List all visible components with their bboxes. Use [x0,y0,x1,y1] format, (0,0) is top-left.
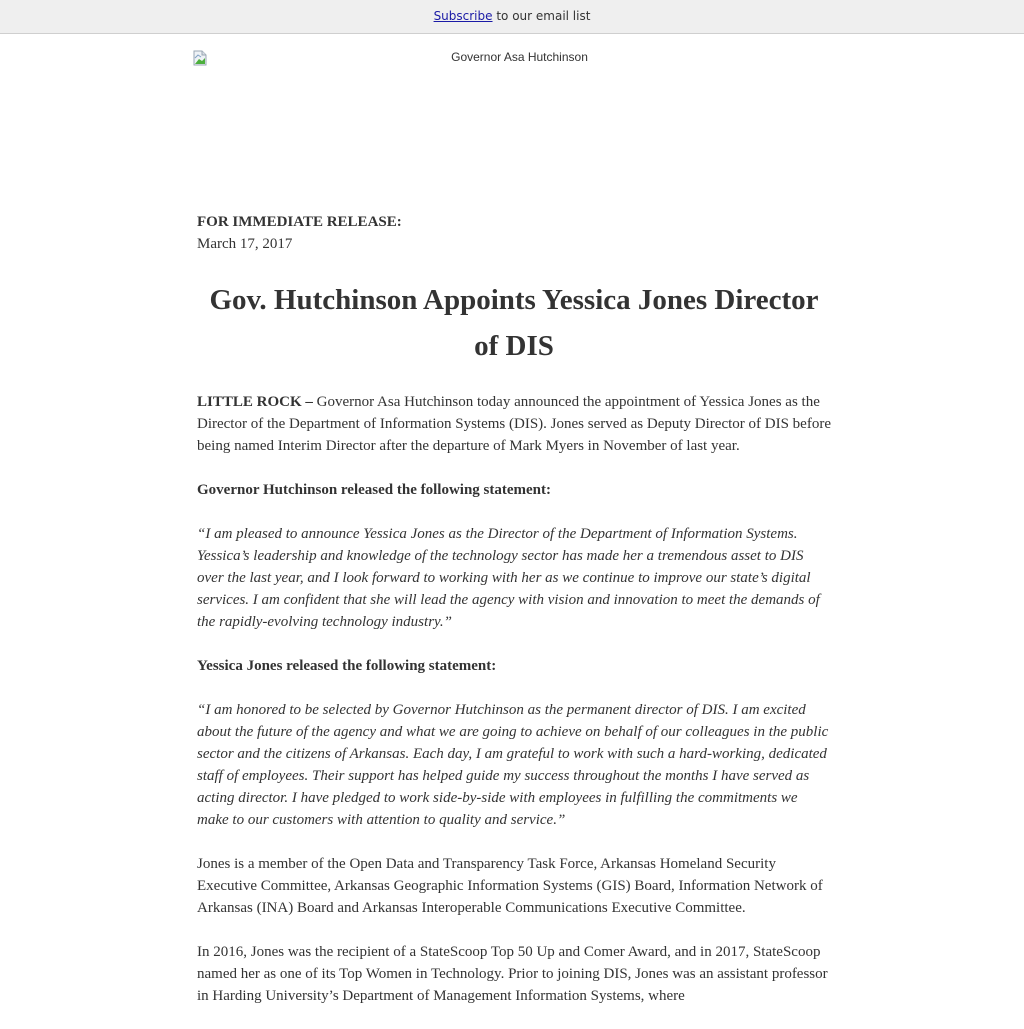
awards-paragraph: In 2016, Jones was the recipient of a StateScoop Top 50 Up and Comer Award, and in 2017, StateScoop named her as one of its Top Women in Technology. Prior to joining DIS, Jones was an assistant professor in Harding University’s Department of Management Information Systems, where [197,944,828,1004]
press-release [197,211,831,1029]
release-label: FOR IMMEDIATE RELEASE: [197,214,402,230]
governor-quote: “I am pleased to announce Yessica Jones as the Director of the Department of Information Systems. Yessica’s leadership and knowledge of the technology sector has made her a tremendous asset to DIS over the last year, and I look forward to working with her as we continue to improve our state’s digital services. I am confident that she will lead the agency with vision and innovation to meet the demands of the rapidly-evolving technology industry.” [197,526,820,630]
subscribe-text: to our email list [492,9,591,23]
membership-paragraph: Jones is a member of the Open Data and Transparency Task Force, Arkansas Homeland Security Executive Committee, Arkansas Geographic Information Systems (GIS) Board, Information Network of Arkansas (INA) Board and Arkansas Interoperable Communications Executive Committee. [197,856,823,916]
subscribe-bar [0,0,1024,34]
governor-statement-heading [197,479,831,501]
lead-text: Governor Asa Hutchinson today announced the appointment of Yessica Jones as the Director of the Department of Information Systems (DIS). Jones served as Deputy Director of DIS before being named Interim Director after the departure of Mark Myers in November of last year. [197,394,831,454]
jones-heading-text: Yessica Jones released the following statement: [197,658,497,674]
header-image-alt-text: Governor Asa Hutchinson [451,50,588,64]
page-title: Gov. Hutchinson Appoints Yessica Jones Director of DIS [209,284,819,362]
dateline: LITTLE ROCK – [197,394,313,410]
jones-statement-heading [197,655,831,677]
jones-quote: “I am honored to be selected by Governor Hutchinson as the permanent director of DIS. I am excited about the future of the agency and what we are going to achieve on behalf of our colleagues in the public sector and the citizens of Arkansas. Each day, I am grateful to work with such a hard-working, dedicated staff of employees. Their support has helped guide my success throughout the months I have served as acting director. I have pledged to work side-by-side with employees in fulfilling the commitments we make to our customers with attention to quality and service.” [197,702,829,828]
governor-heading-text: Governor Hutchinson released the following statement: [197,482,552,498]
lead-paragraph [197,391,831,457]
release-date: March 17, 2017 [197,236,293,252]
subscribe-link[interactable]: Subscribe [433,9,493,23]
header-image-area [192,34,832,184]
